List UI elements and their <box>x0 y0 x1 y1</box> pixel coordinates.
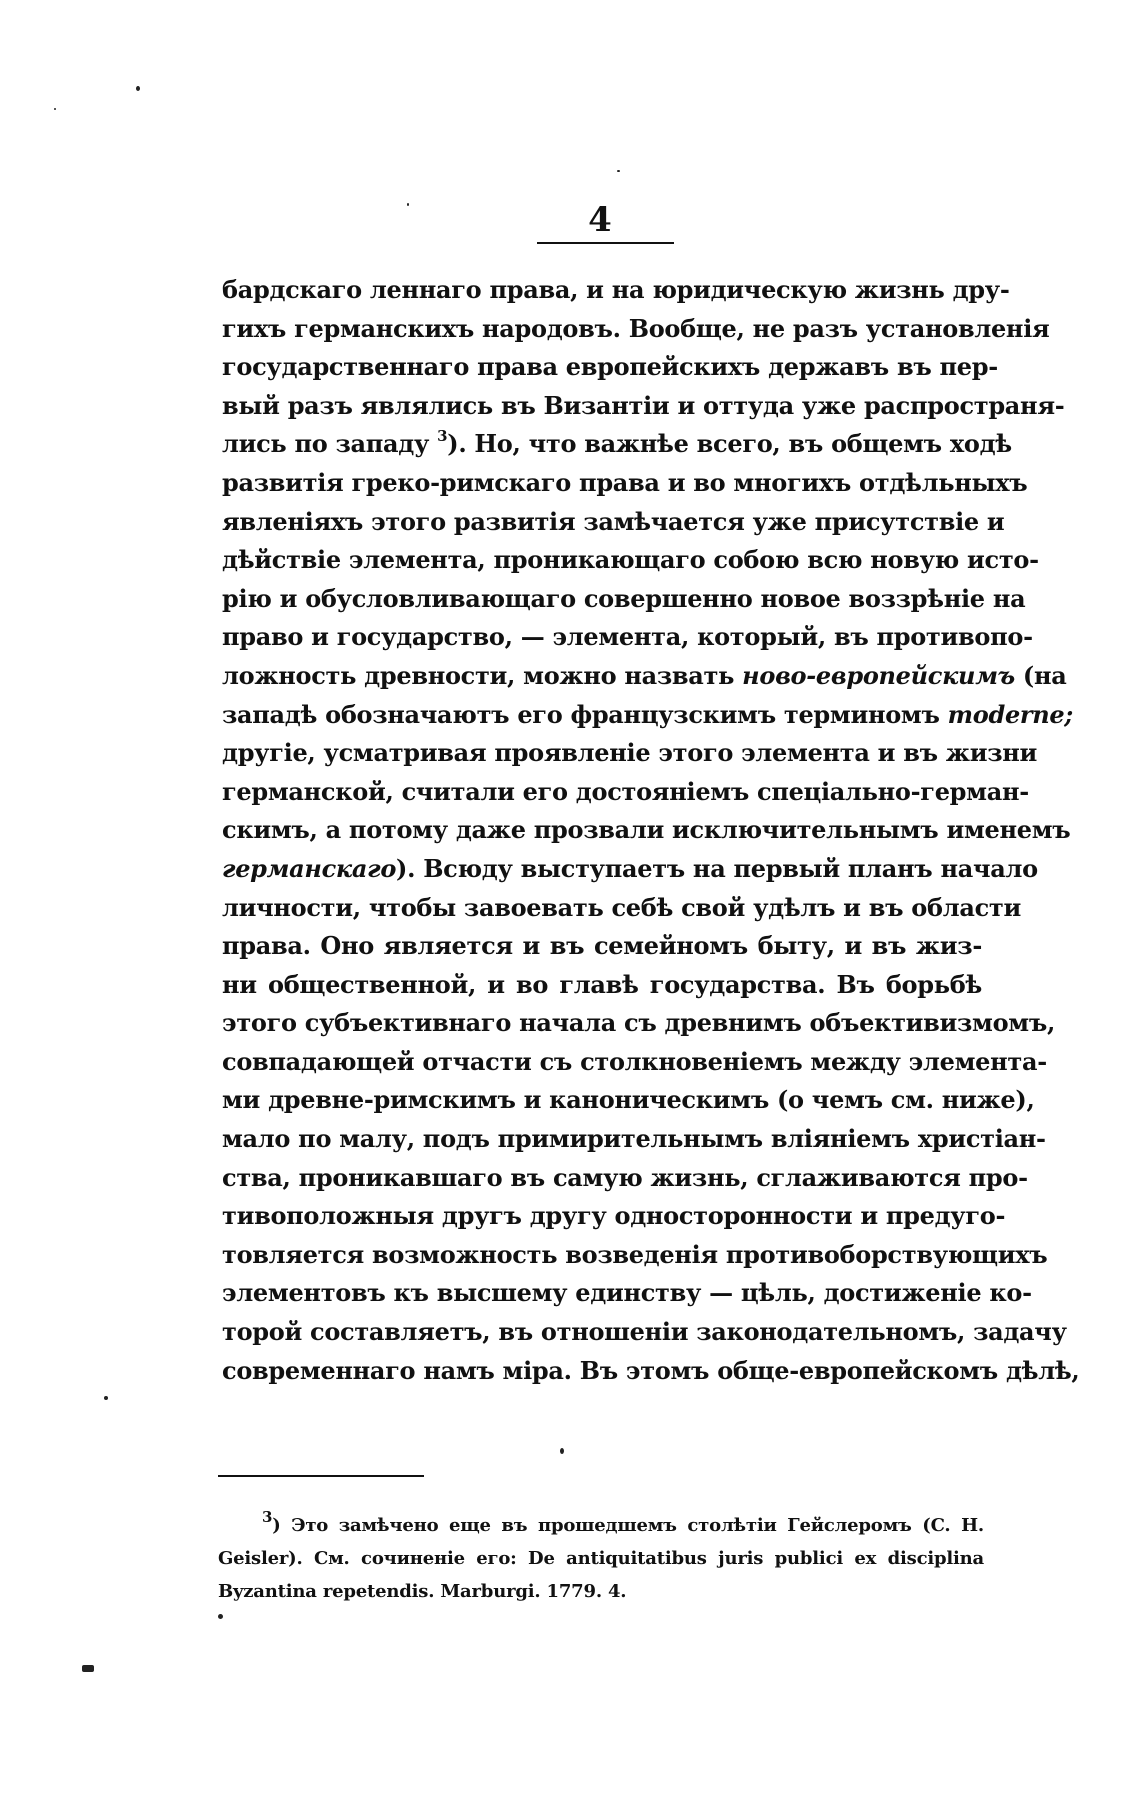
text-line: ми древне-римскимъ и каноническимъ (о чемъ см. ниже), <box>222 1085 1035 1115</box>
text-line: этого субъективнаго начала съ древнимъ объективизмомъ, <box>222 1008 1055 1038</box>
footnote-marker: 3 <box>262 1508 273 1526</box>
text-line: скимъ, а потому даже прозвали исключительнымъ именемъ <box>222 815 1071 845</box>
text-line: дѣйствіе элемента, проникающаго собою всю новую исто- <box>222 545 1039 575</box>
text-line: явленіяхъ этого развитія замѣчается уже присутствіе и <box>222 506 1005 536</box>
scan-speck <box>617 170 620 172</box>
scan-speck <box>218 1614 223 1619</box>
scan-speck <box>136 86 140 91</box>
text-line: вый разъ являлись въ Византіи и оттуда уже распространя- <box>222 390 1065 420</box>
footnote <box>218 1509 984 1608</box>
text-line: товляется возможность возведенія противоборствующихъ <box>222 1239 1048 1269</box>
text-line: бардскаго леннаго права, и на юридическую жизнь дру- <box>222 275 1010 304</box>
text-line: совпадающей отчасти съ столкновеніемъ между элемента- <box>222 1046 1047 1076</box>
scan-speck <box>82 1665 94 1672</box>
italic-term: германскаго <box>222 853 397 883</box>
text-fragment: лись по западу <box>222 429 430 459</box>
text-line: гихъ германскихъ народовъ. Вообще, не разъ установленія <box>222 313 1050 343</box>
text-line: мало по малу, подъ примирительнымъ вліяніемъ христіан- <box>222 1124 1046 1154</box>
text-line: торой составляетъ, въ отношеніи законодательномъ, задачу <box>222 1317 1067 1347</box>
text-line: другіе, усматривая проявленіе этого элемента и въ жизни <box>222 738 1037 768</box>
footnote-line: Geisler). См. сочиненіе его: De antiquitatibus juris publici ex disciplina <box>218 1548 984 1569</box>
text-line <box>222 425 1012 464</box>
text-line <box>222 850 1038 889</box>
text-line: рію и обусловливающаго совершенно новое воззрѣніе на <box>222 583 1026 613</box>
footnote-line: Byzantina repetendis. Marburgi. 1779. 4. <box>218 1581 627 1602</box>
footnote-text: ) Это замѣчено еще въ прошедшемъ столѣтіи Гейслеромъ (C. H. <box>272 1515 984 1536</box>
text-fragment: (на <box>1014 660 1067 690</box>
scan-speck <box>54 108 56 110</box>
body-text <box>222 271 1080 1390</box>
footnote-reference: 3 <box>437 427 448 446</box>
text-fragment: ). Но, что важнѣе всего, въ общемъ ходѣ <box>447 429 1012 459</box>
text-line: ни общественной, и во главѣ государства. Въ борьбѣ <box>222 969 982 999</box>
header-rule <box>537 242 674 244</box>
text-line: тивоположныя другъ другу односторонности и предуго- <box>222 1201 1006 1231</box>
italic-term: moderne; <box>947 699 1073 729</box>
text-line: право и государство, — элемента, который, въ противопо- <box>222 622 1033 652</box>
text-line: германской, считали его достояніемъ спеціально-герман- <box>222 776 1029 806</box>
italic-term: ново-европейскимъ <box>742 660 1015 690</box>
text-line <box>222 696 1073 735</box>
scan-speck <box>560 1448 564 1454</box>
text-line: права. Оно является и въ семейномъ быту, и въ жиз- <box>222 931 982 961</box>
text-line: элементовъ къ высшему единству — цѣль, достиженіе ко- <box>222 1278 1032 1308</box>
footnote-line <box>218 1509 984 1542</box>
text-line: развитія греко-римскаго права и во многихъ отдѣльныхъ <box>222 467 1028 497</box>
page-number: 4 <box>588 200 612 240</box>
text-line: личности, чтобы завоевать себѣ свой удѣлъ и въ области <box>222 892 1021 922</box>
text-line: государственнаго права европейскихъ державъ въ пер- <box>222 352 998 382</box>
text-line <box>222 657 1067 696</box>
scan-speck <box>407 203 409 206</box>
text-line: ства, проникавшаго въ самую жизнь, сглаживаются про- <box>222 1162 1028 1192</box>
text-fragment: ). Всюду выступаетъ на первый планъ начало <box>396 853 1038 883</box>
scan-speck <box>104 1396 108 1400</box>
text-fragment: ложность древности, можно назвать <box>222 660 735 690</box>
text-line: современнаго намъ міра. Въ этомъ обще-европейскомъ дѣлѣ, <box>222 1355 1080 1385</box>
text-fragment: западѣ обозначаютъ его французскимъ терминомъ <box>222 699 940 729</box>
footnote-rule <box>218 1475 424 1477</box>
